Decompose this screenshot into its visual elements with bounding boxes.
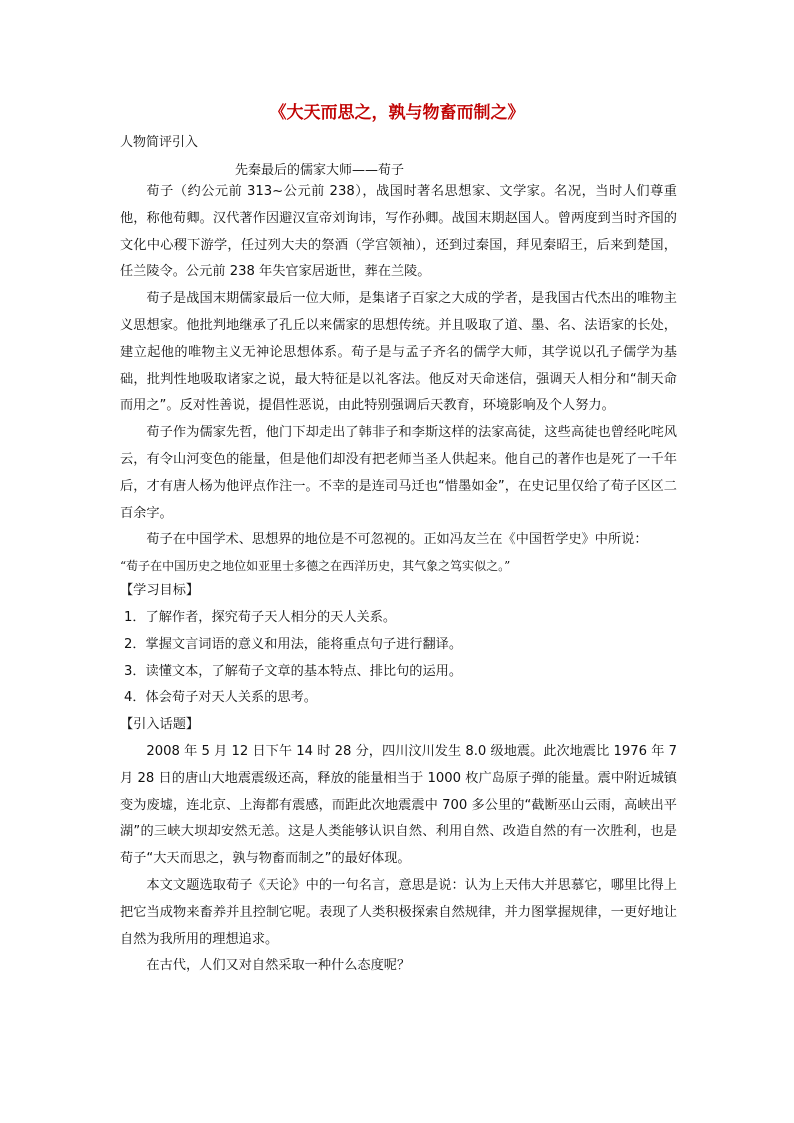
paragraph: 荀子在中国学术、思想界的地位是不可忽视的。正如冯友兰在《中国哲学史》中所说： xyxy=(146,532,648,548)
page-title: 《大天而思之，孰与物畜而制之》 xyxy=(269,103,525,123)
section-label: 人物简评引入 xyxy=(120,135,199,150)
paragraph: 荀子是战国末期儒家最后一位大师，是集诸子百家之大成的学者，是我国古代杰出的唯物主义思想家。他批判地继承了孔丘以来儒家的思想传统。并且吸取了道、墨、名、法语家的长处，建立起他的唯物主义无神论思想体系。荀子是与孟子齐名的儒学大师，其学说以孔子儒学为基础，批判性地吸取诸家之说，最大特征是以礼客法。他反对天命迷信，强调天人相分和“制天命而用之”。反对性善说，提倡性恶说，由此特别强调后天教育，环境影响及个人努力。 xyxy=(120,291,677,414)
topic-heading: 【引入话题】 xyxy=(120,717,200,733)
goals-heading: 【学习目标】 xyxy=(120,583,200,599)
paragraph: 荀子（约公元前 313~公元前 238），战国时著名思想家、文学家。名况，当时人们尊重他，称他荀卿。汉代著作因避汉宣帝刘询讳，写作孙卿。战国末期赵国人。曾两度到当时齐国的文化中心稷下游学，任过列大夫的祭酒（学宫领袖），还到过秦国，拜见秦昭王，后来到楚国，任兰陵令。公元前 238 年失官家居逝世，葬在兰陵。 xyxy=(120,184,677,280)
goal-item: 2．掌握文言词语的意义和用法，能将重点句子进行翻译。 xyxy=(123,636,463,652)
paragraph: 本文文题选取荀子《天论》中的一句名言，意思是说：认为上天伟大并思慕它，哪里比得上把它当成物来畜养并且控制它呢。表现了人类积极探索自然规律，并力图掌握规律，一更好地让自然为我所用的理想追求。 xyxy=(120,877,677,947)
goal-item: 4．体会荀子对天人关系的思考。 xyxy=(123,690,317,706)
paragraph: 2008 年 5 月 12 日下午 14 时 28 分，四川汶川发生 8.0 级地震。此次地震比 1976 年 7 月 28 日的唐山大地震震级还高，释放的能量相当于 1000 枚广岛原子弹的能量。震中附近城镇变为废墟，连北京、上海都有震感，而距此次地震震中 700 多公里的“截断巫山云雨，高峡出平湖”的三峡大坝却安然无恙。这是人类能够认识自然、利用自然、改造自然的有一次胜利，也是荀子“大天而思之，孰与物畜而制之”的最好体现。 xyxy=(120,743,677,867)
quote: “荀子在中国历史之地位如亚里士多德之在西洋历史，其气象之笃实似之。” xyxy=(120,559,511,574)
paragraph: 荀子作为儒家先哲，他门下却走出了韩非子和李斯这样的法家高徒，这些高徒也曾经叱咤风云，有令山河变色的能量，但是他们却没有把老师当圣人供起来。他自己的著作也是死了一千年后，才有唐人杨为他评点作注一。不幸的是连司马迁也“惜墨如金”，在史记里仅给了荀子区区二百余字。 xyxy=(120,425,677,521)
goal-item: 1．了解作者，探究荀子天人相分的天人关系。 xyxy=(123,609,397,625)
document-body xyxy=(120,179,677,980)
goal-item: 3．读懂文本，了解荀子文章的基本特点、排比句的运用。 xyxy=(123,663,463,679)
paragraph: 在古代，人们又对自然采取一种什么态度呢？ xyxy=(146,958,411,974)
subtitle: 先秦最后的儒家大师——荀子 xyxy=(235,163,405,178)
